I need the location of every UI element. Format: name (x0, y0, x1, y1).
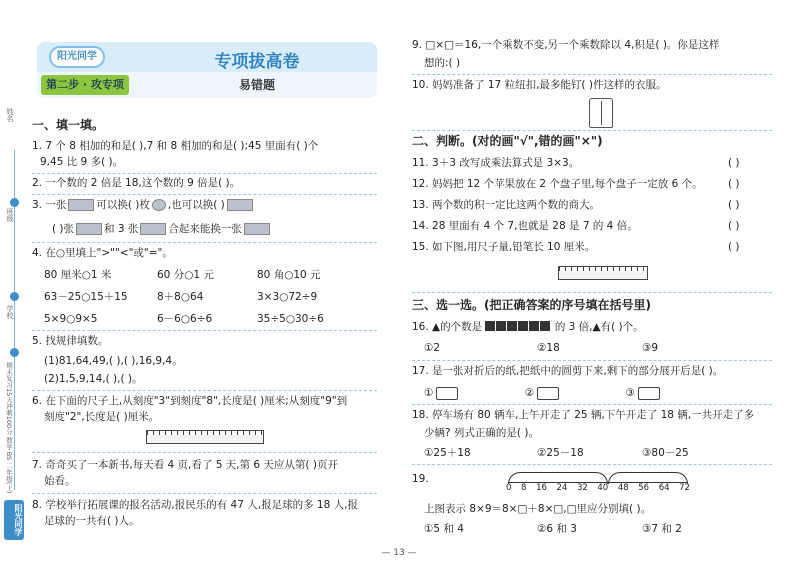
q4-item: 5×9○9×5 (44, 313, 98, 325)
question-8: 8. 学校举行拓展课的报名活动,报民乐的有 47 人,报足球的多 18 人,报 (32, 499, 358, 511)
q16-text: 的 3 倍,▲有( )个。 (554, 321, 644, 333)
coin-icon (152, 199, 166, 211)
page-number: — 13 — (381, 548, 417, 558)
question-9: 9. □×□＝16,一个乘数不变,另一个乘数除以 4,积是( )。你是这样 (412, 39, 720, 51)
question-7-cont: 始看。 (44, 475, 76, 487)
q3-text: ( )张 (52, 223, 75, 235)
question-3 (32, 198, 255, 213)
section-heading: 一、填一填。 (32, 118, 105, 132)
ruler-image (146, 430, 264, 444)
divider (412, 292, 772, 293)
q3-text: 3. 一张 (32, 199, 67, 211)
divider (32, 330, 377, 331)
q4-item: 6－6○6÷6 (157, 313, 213, 325)
question-19-text: 上图表示 8×9＝8×□＋8×□,□里应分别填( )。 (424, 503, 652, 515)
question-9-cont: 想的:( ) (424, 57, 461, 69)
option-marker: ② (524, 387, 535, 399)
tick-label: 40 (597, 483, 609, 493)
divider (412, 130, 772, 131)
square-icon (540, 321, 550, 331)
tick-label: 64 (658, 483, 670, 493)
divider (32, 194, 377, 195)
name-label: 姓名 (6, 108, 14, 122)
tick-label: 8 (521, 483, 527, 493)
square-icon (529, 321, 539, 331)
q4-item: 80 角○10 元 (257, 269, 321, 281)
answer-paren: ( ) (728, 241, 740, 253)
page-subtitle: 易错题 (238, 78, 275, 92)
tick-label: 24 (556, 483, 568, 493)
question-3-line2 (52, 222, 272, 237)
divider (32, 452, 377, 453)
option: ②6 和 3 (537, 523, 577, 535)
option: ①5 和 4 (424, 523, 464, 535)
option: ②25－18 (537, 447, 584, 459)
q3-text: ,也可以换( ) (167, 199, 225, 211)
divider (32, 242, 377, 243)
tick-label: 56 (638, 483, 650, 493)
divider (412, 74, 772, 75)
q3-text: 合起来能换一张 (168, 223, 242, 235)
shape-icon (638, 387, 660, 400)
question-19: 19. (412, 473, 429, 485)
square-icon (485, 321, 495, 331)
question-18-cont: 少辆? 列式正确的是( )。 (424, 427, 539, 439)
section-heading: 二、判断。(对的画"√",错的画"×") (412, 134, 603, 148)
banknote-icon (68, 199, 94, 211)
q16-text: 16. ▲的个数是 (412, 321, 483, 333)
series-label: 期末复习15天冲刺100分 数学 BS 二年级(上) (5, 362, 13, 494)
question-8-cont: 足球的一共有( )人。 (44, 515, 140, 527)
answer-paren: ( ) (728, 199, 740, 211)
tick-label: 72 (679, 483, 690, 493)
banknote-icon (140, 223, 166, 235)
brand-logo: 阳光同学 (49, 46, 105, 68)
q4-item: 63－25○15＋15 (44, 291, 128, 303)
divider (32, 390, 377, 391)
judge-item: 15. 如下图,用尺子量,铅笔长 10 厘米。 (412, 241, 596, 253)
shape-icon (537, 387, 559, 400)
question-2: 2. 一个数的 2 倍是 18,这个数的 9 倍是( )。 (32, 177, 241, 189)
brand-logo: 阳光同学 (4, 500, 24, 540)
ruler-pencil-image (558, 266, 648, 280)
left-column (32, 0, 382, 569)
divider (412, 464, 772, 465)
question-6-cont: 刻度"2",长度是( )厘米。 (44, 411, 160, 423)
q4-item: 3×3○72÷9 (257, 291, 318, 303)
q4-item: 60 分○1 元 (157, 269, 214, 281)
strip-dot (10, 348, 19, 357)
answer-paren: ( ) (728, 157, 740, 169)
shape-icon (436, 387, 458, 400)
tick-label: 48 (617, 483, 629, 493)
judge-item: 14. 28 里面有 4 个 7,也就是 28 是 7 的 4 倍。 (412, 220, 638, 232)
divider (412, 360, 772, 361)
question-10: 10. 妈妈准备了 17 粒纽扣,最多能钉( )件这样的衣服。 (412, 79, 667, 91)
number-line-ticks (506, 483, 690, 493)
option: ③80－25 (642, 447, 689, 459)
square-icon (496, 321, 506, 331)
question-7: 7. 奇奇买了一本新书,每天看 4 页,看了 5 天,第 6 天应从第( )页开 (32, 459, 338, 471)
q3-text: 可以换( )枚 (96, 199, 150, 211)
option: ①2 (424, 342, 441, 354)
strip-dot (10, 198, 19, 207)
school-label: 学校 (6, 305, 14, 319)
option: ③9 (642, 342, 659, 354)
q5-part-2: (2)1,5,9,14,( ),( )。 (44, 373, 143, 385)
question-1: 1. 7 个 8 相加的和是( ),7 和 8 相加的和是( );45 里面有( )个 (32, 140, 319, 152)
divider (32, 493, 377, 494)
divider (32, 173, 377, 174)
step-badge: 第二步 · 攻专项 (41, 75, 129, 95)
binding-strip (0, 0, 28, 569)
question-17: 17. 是一张对折后的纸,把纸中的圆剪下来,剩下的部分展开后是( )。 (412, 365, 724, 377)
square-icon (507, 321, 517, 331)
judge-item: 12. 妈妈把 12 个苹果放在 2 个盘子里,每个盘子一定放 6 个。 (412, 178, 703, 190)
judge-item: 13. 两个数的积一定比这两个数的商大。 (412, 199, 601, 211)
option: ②18 (537, 342, 560, 354)
square-icon (518, 321, 528, 331)
question-18: 18. 停车场有 80 辆车,上午开走了 25 辆,下午开走了 18 辆,一共开走了多 (412, 409, 755, 421)
section-heading: 三、选一选。(把正确答案的序号填在括号里) (412, 298, 651, 312)
banknote-icon (244, 223, 270, 235)
page-title: 专项拔高卷 (214, 52, 300, 72)
q5-part-1: (1)81,64,49,( ),( ),16,9,4。 (44, 355, 183, 367)
question-16 (412, 320, 644, 335)
option-marker: ① (424, 387, 434, 399)
q3-text: 和 3 张 (104, 223, 139, 235)
question-4: 4. 在○里填上">""<"或"="。 (32, 247, 173, 259)
strip-dot (10, 292, 19, 301)
option-marker: ③ (625, 387, 635, 399)
q4-item: 35÷5○30÷6 (257, 313, 324, 325)
tick-label: 32 (576, 483, 588, 493)
q17-options (424, 386, 663, 401)
tick-label: 0 (506, 483, 512, 493)
answer-paren: ( ) (728, 220, 740, 232)
option: ①25＋18 (424, 447, 471, 459)
shirt-icon (589, 98, 613, 128)
class-label: 班级 (6, 208, 14, 222)
q4-item: 8＋8○64 (157, 291, 204, 303)
answer-paren: ( ) (728, 178, 740, 190)
question-1-cont: 9,45 比 9 多( )。 (40, 156, 124, 168)
divider (412, 404, 772, 405)
question-6: 6. 在下面的尺子上,从刻度"3"到刻度"8",长度是( )厘米;从刻度"9"到 (32, 395, 348, 407)
tick-label: 16 (536, 483, 547, 493)
judge-item: 11. 3＋3 改写成乘法算式是 3×3。 (412, 157, 580, 169)
banknote-icon (76, 223, 102, 235)
option: ③7 和 2 (642, 523, 682, 535)
question-5: 5. 找规律填数。 (32, 335, 109, 347)
banknote-icon (227, 199, 253, 211)
q4-item: 80 厘米○1 米 (44, 269, 112, 281)
